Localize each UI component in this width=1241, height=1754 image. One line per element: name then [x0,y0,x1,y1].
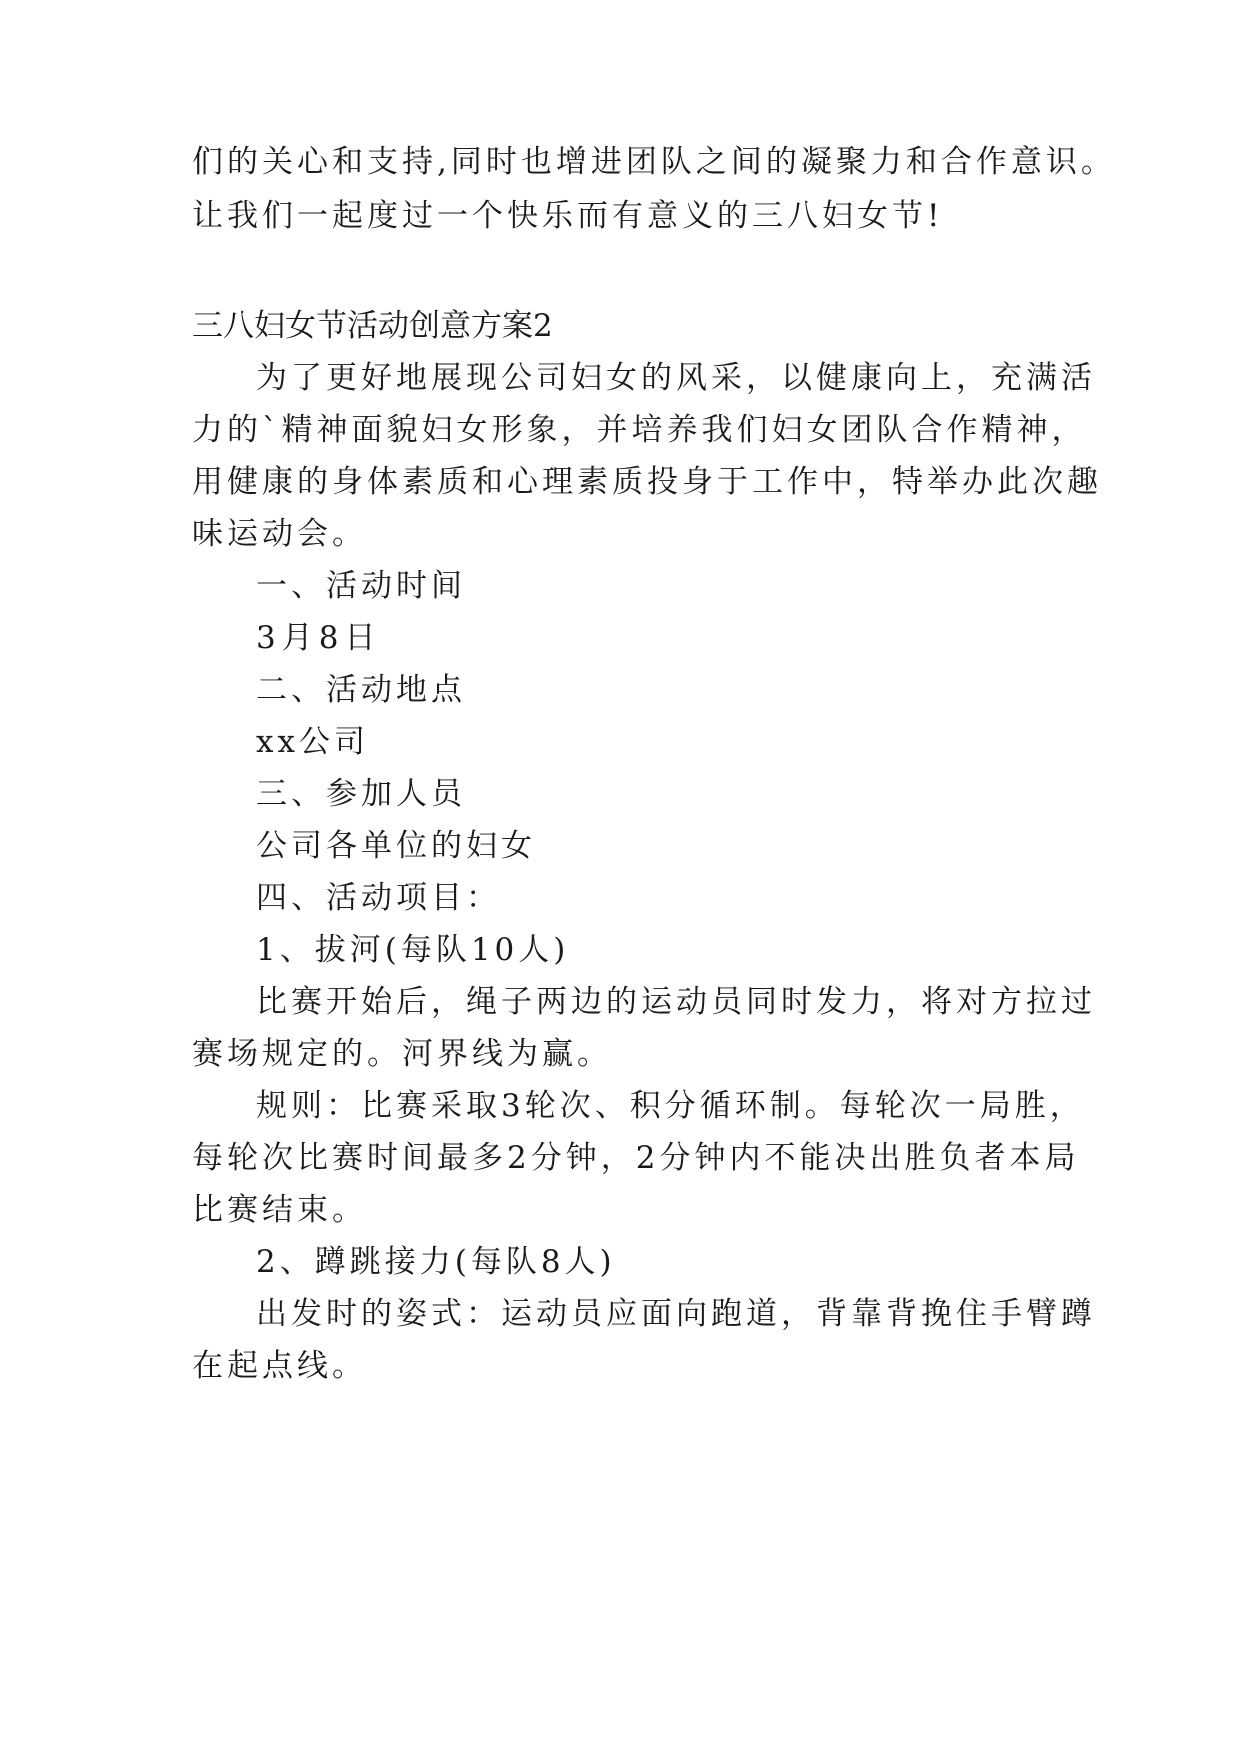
items-heading: 四、活动项目： [256,880,501,916]
paragraph-1-line-1: 为了更好地展现公司妇女的风采，以健康向上，充满活 [256,360,1096,396]
intro-line-1: 们的关心和支持,同时也增进团队之间的凝聚力和合作意识。 [192,144,1116,180]
item-1-title: 1、拔河(每队10人) [256,932,570,968]
item-2-title: 2、蹲跳接力(每队8人) [256,1244,616,1280]
item-2-desc-line-1: 出发时的姿式：运动员应面向跑道，背靠背挽住手臂蹲 [256,1296,1096,1332]
paragraph-1-line-2: 力的`精神面貌妇女形象，并培养我们妇女团队合作精神， [192,412,1087,448]
item-1-rules-line-2: 每轮次比赛时间最多2分钟，2分钟内不能决出胜负者本局 [192,1140,1080,1176]
paragraph-1-line-3: 用健康的身体素质和心理素质投身于工作中，特举办此次趣 [192,464,1102,500]
time-heading: 一、活动时间 [256,568,466,604]
intro-line-2: 让我们一起度过一个快乐而有意义的三八妇女节! [192,198,944,234]
item-1-rules-line-1: 规则：比赛采取3轮次、积分循环制。每轮次一局胜， [256,1088,1085,1124]
place-value: xx公司 [256,724,369,760]
item-2-desc-line-2: 在起点线。 [192,1348,367,1384]
participants-heading: 三、参加人员 [256,776,466,812]
place-heading: 二、活动地点 [256,672,466,708]
item-1-rules-line-3: 比赛结束。 [192,1192,367,1228]
time-value: 3月8日 [256,620,382,656]
item-1-desc-line-1: 比赛开始后，绳子两边的运动员同时发力，将对方拉过 [256,984,1096,1020]
participants-value: 公司各单位的妇女 [256,828,536,864]
paragraph-1-line-4: 味运动会。 [192,516,367,552]
section-title: 三八妇女节活动创意方案2 [192,308,553,344]
item-1-desc-line-2: 赛场规定的。河界线为赢。 [192,1036,612,1072]
